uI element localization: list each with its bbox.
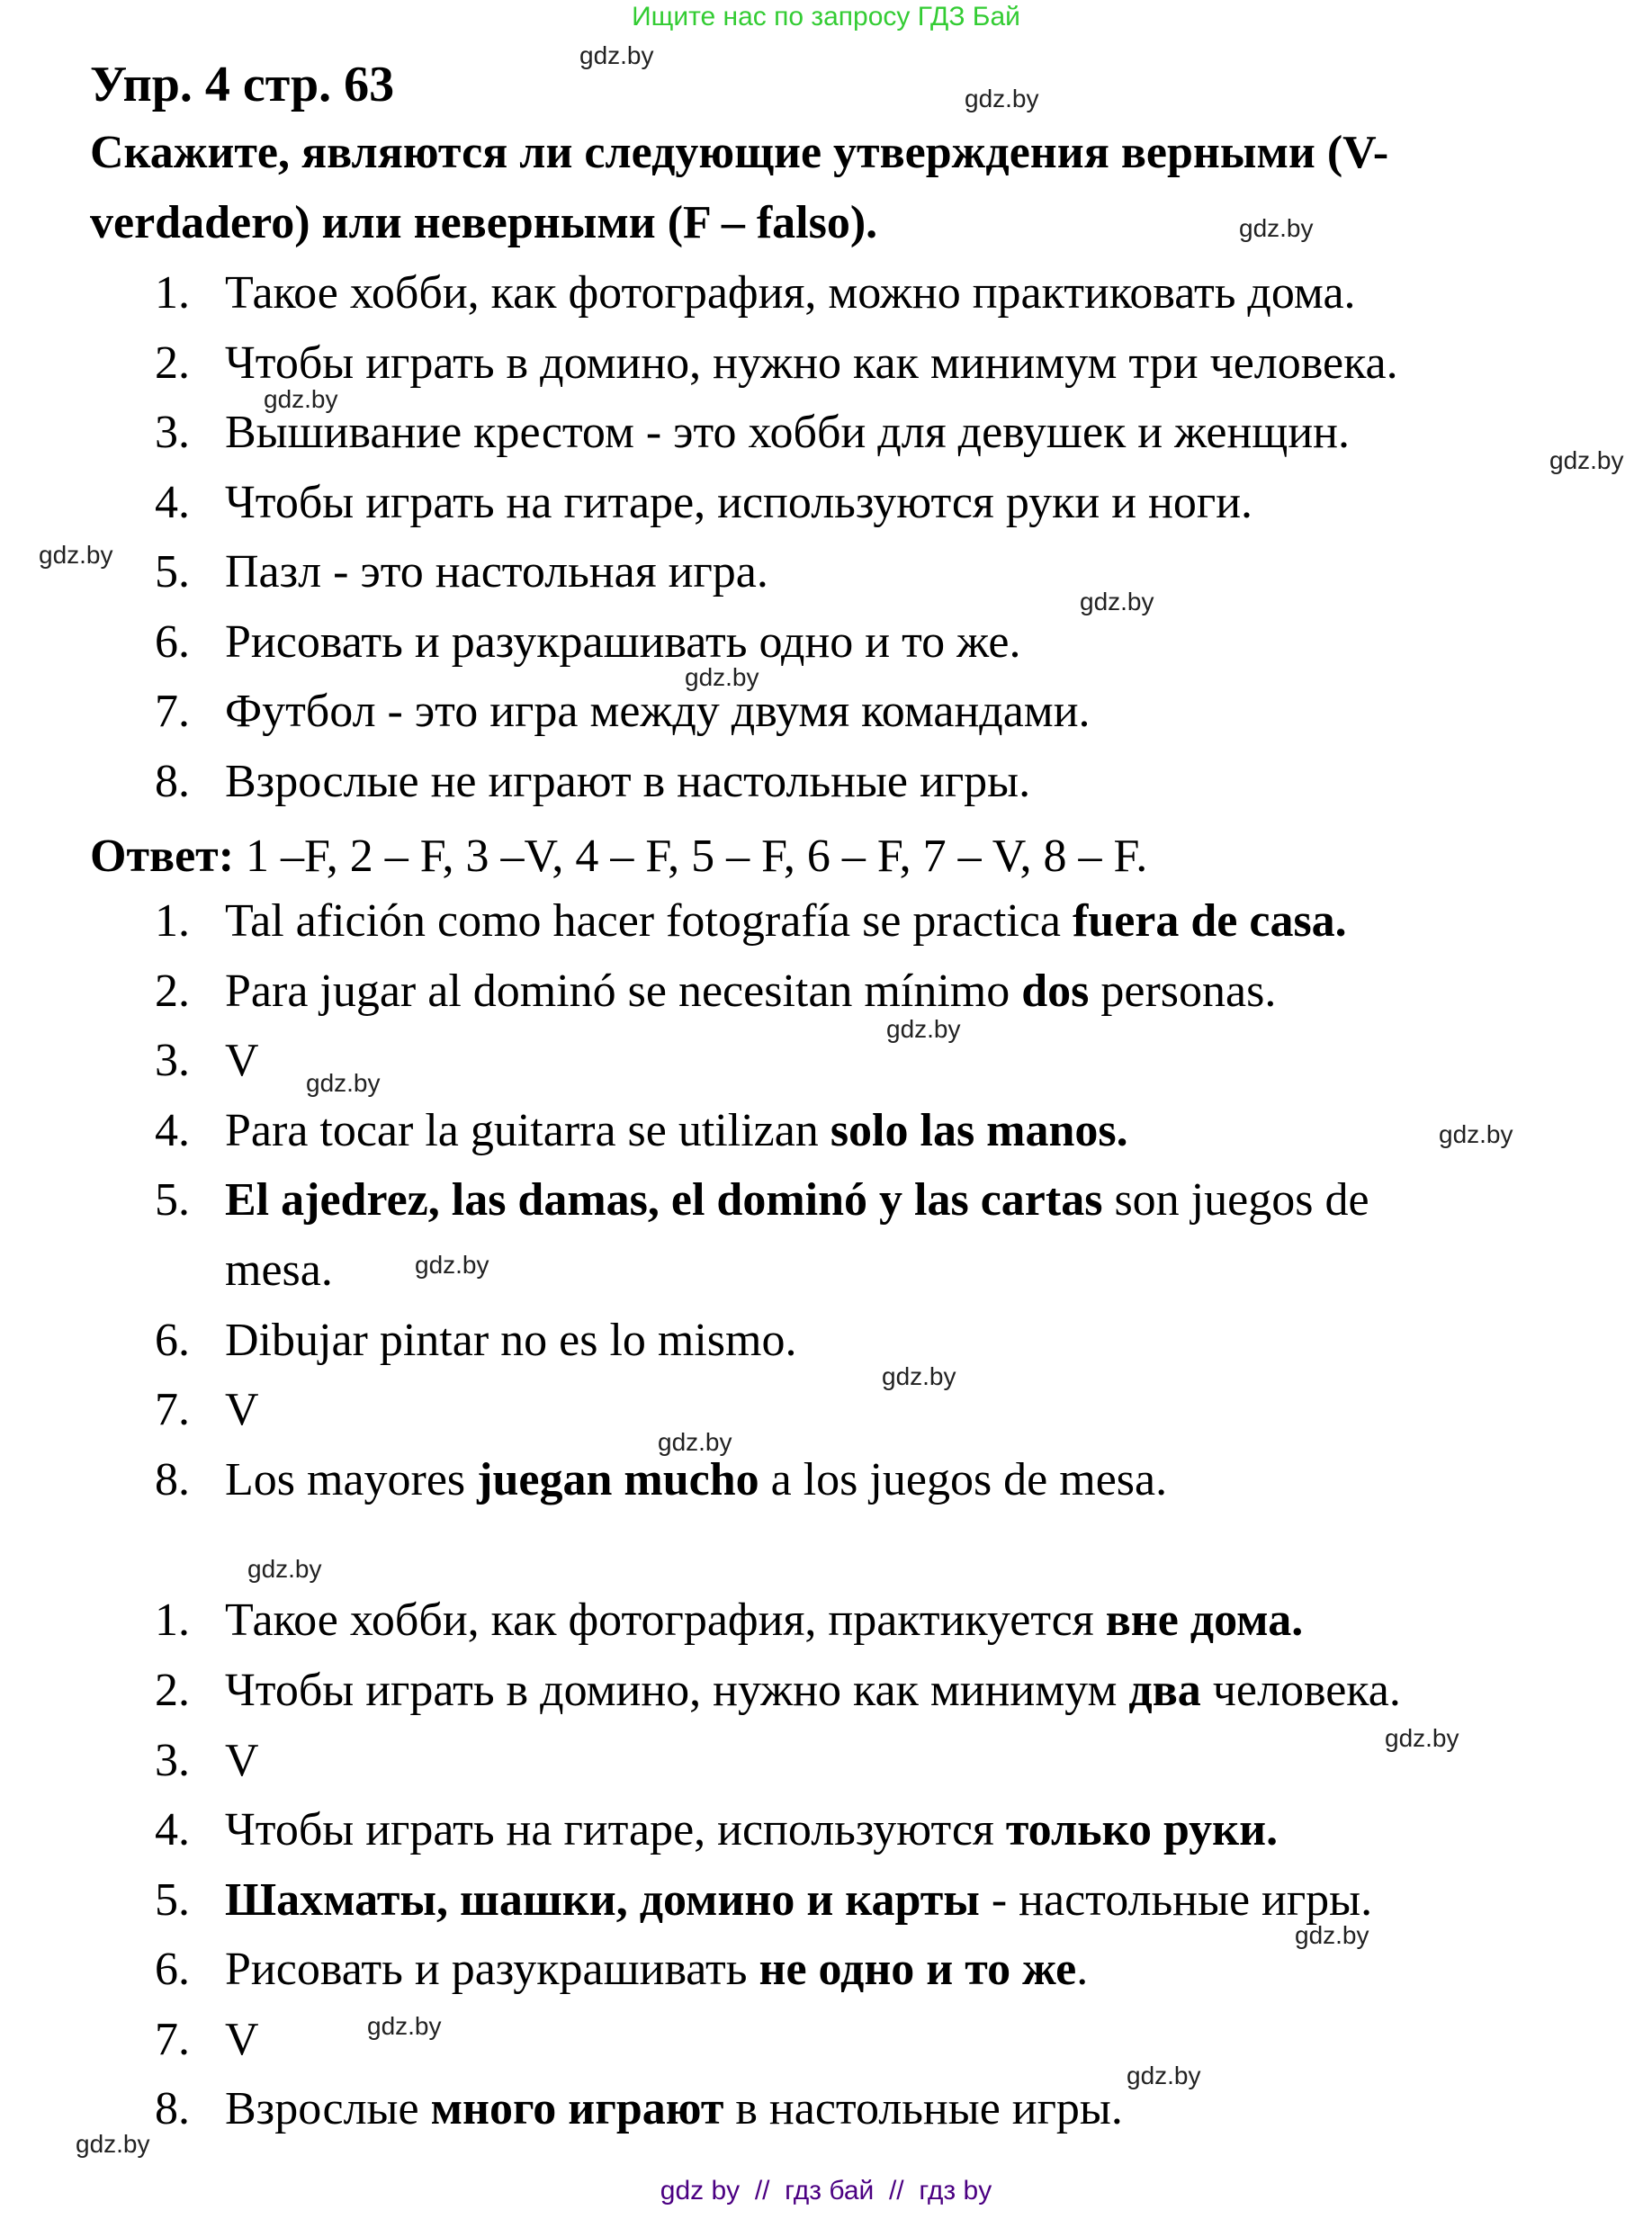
item-text: Чтобы играть в домино, нужно как минимум три человека. (225, 337, 1398, 389)
item-text: Футбол - это игра между двумя командами. (225, 686, 1091, 737)
watermark: gdz.by (306, 1069, 381, 1097)
text-normal: Para tocar la guitarra se utilizan (225, 1105, 830, 1156)
text-normal: Чтобы играть на гитаре, используются (225, 1804, 1006, 1855)
text-bold: два (1128, 1665, 1201, 1716)
watermark: gdz.by (886, 1015, 961, 1043)
watermark: gdz.by (579, 41, 654, 69)
text-normal: Para jugar al dominó se necesitan mínimo (225, 966, 1022, 1017)
item-text (225, 2014, 259, 2065)
item-number: 8. (155, 756, 190, 807)
item-text (225, 1035, 259, 1086)
item-number: 2. (155, 337, 190, 389)
answer-value: 1 –F, 2 – F, 3 –V, 4 – F, 5 – F, 6 – F, 7 – V, 8 – F. (234, 831, 1148, 882)
text-normal: V (225, 1384, 259, 1435)
watermark: gdz.by (247, 1555, 322, 1583)
item-number: 8. (155, 1454, 190, 1505)
item-number: 5. (155, 1174, 190, 1226)
text-bold: вне дома. (1105, 1595, 1304, 1646)
text-normal: Tal afición como hacer fotografía se practica (225, 895, 1073, 947)
item-number: 1. (155, 1595, 190, 1646)
text-normal: a los juegos de mesa. (759, 1454, 1168, 1505)
watermark: gdz.by (367, 2012, 442, 2040)
text-bold: fuera de casa. (1072, 895, 1347, 947)
item-text: Такое хобби, как фотография, можно практиковать дома. (225, 267, 1356, 319)
watermark: gdz.by (1385, 1724, 1459, 1752)
text-bold: Шахматы, шашки, домино и карты (225, 1874, 980, 1926)
item-text (225, 1317, 796, 1364)
text-normal: Los mayores (225, 1454, 478, 1505)
text-normal: Dibujar pintar no es lo mismo. (225, 1315, 797, 1366)
watermark: gdz.by (415, 1251, 489, 1279)
item-text: Чтобы играть на гитаре, используются руки и ноги. (225, 477, 1253, 528)
item-number: 4. (155, 1804, 190, 1855)
exercise-title: Упр. 4 стр. 63 (90, 57, 395, 112)
watermark: gdz.by (685, 663, 759, 691)
watermark: gdz.by (76, 2130, 150, 2158)
answer-line (90, 830, 1147, 883)
item-number: 3. (155, 1735, 190, 1786)
watermark: gdz.by (1239, 214, 1314, 242)
text-normal: personas. (1089, 966, 1277, 1017)
text-normal: человека. (1200, 1665, 1401, 1716)
item-text (225, 1105, 1128, 1156)
text-bold: dos (1021, 966, 1090, 1017)
item-number: 5. (155, 1874, 190, 1926)
answer-label: Ответ: (90, 831, 235, 882)
item-number: 7. (155, 1384, 190, 1435)
item-text (225, 1174, 1369, 1226)
watermark: gdz.by (264, 385, 338, 413)
item-number: 1. (155, 895, 190, 947)
search-hint-banner: Ищите нас по запросу ГДЗ Бай (632, 2, 1020, 31)
item-number: 2. (155, 1665, 190, 1716)
text-normal: Взрослые (225, 2083, 431, 2134)
instruction-line-1: Скажите, являются ли следующие утверждения верными (V- (90, 127, 1389, 178)
text-normal: V (225, 2014, 259, 2065)
footer-site-links: gdz by // гдз бай // гдз by (660, 2176, 992, 2206)
item-text (225, 1384, 259, 1435)
text-bold: solo las manos. (830, 1105, 1128, 1156)
watermark: gdz.by (1127, 2062, 1201, 2089)
item-text (225, 1735, 259, 1786)
text-bold: только руки. (1005, 1804, 1279, 1855)
item-number: 4. (155, 477, 190, 528)
watermark: gdz.by (39, 541, 113, 569)
text-normal: Рисовать и разукрашивать (225, 1944, 759, 1995)
watermark: gdz.by (1295, 1921, 1369, 1949)
watermark: gdz.by (1549, 446, 1624, 474)
item-number: 7. (155, 686, 190, 737)
text-normal: Чтобы играть в домино, нужно как минимум (225, 1665, 1129, 1716)
watermark: gdz.by (1080, 588, 1154, 615)
item-number: 7. (155, 2014, 190, 2065)
watermark: gdz.by (1439, 1120, 1513, 1148)
item-text (225, 1597, 1303, 1644)
item-number: 5. (155, 546, 190, 597)
item-text: Взрослые не играют в настольные игры. (225, 756, 1031, 807)
text-bold: не одно и то же (759, 1944, 1077, 1995)
text-normal: в настольные игры. (723, 2083, 1123, 2134)
item-number: 4. (155, 1105, 190, 1156)
item-text (225, 895, 1347, 947)
item-number: 6. (155, 1315, 190, 1366)
item-number: 1. (155, 267, 190, 319)
item-text (225, 1454, 1168, 1505)
text-normal: V (225, 1035, 259, 1086)
item-number: 6. (155, 1944, 190, 1995)
item-text: mesa. (225, 1244, 333, 1296)
text-normal: - настольные игры. (979, 1874, 1373, 1926)
item-text (225, 968, 1276, 1015)
item-number: 3. (155, 407, 190, 458)
instruction-line-2: verdadero) или неверными (F – falso). (90, 197, 878, 248)
item-text: Вышивание крестом - это хобби для девушек и женщин. (225, 407, 1350, 458)
item-text (225, 2083, 1123, 2134)
watermark: gdz.by (658, 1428, 732, 1456)
text-normal: son juegos de (1102, 1174, 1369, 1226)
item-number: 6. (155, 616, 190, 668)
item-text (225, 1804, 1279, 1855)
text-normal: . (1076, 1944, 1089, 1995)
item-text (225, 1667, 1401, 1714)
item-number: 8. (155, 2083, 190, 2134)
item-text: Рисовать и разукрашивать одно и то же. (225, 616, 1021, 668)
watermark: gdz.by (965, 85, 1039, 112)
text-bold: El ajedrez, las damas, el dominó y las cartas (225, 1174, 1103, 1226)
text-normal: Такое хобби, как фотография, практикуется (225, 1595, 1106, 1646)
watermark: gdz.by (882, 1362, 956, 1390)
item-number: 2. (155, 966, 190, 1017)
text-normal: V (225, 1735, 259, 1786)
item-text (225, 1946, 1088, 1993)
text-bold: много играют (430, 2083, 724, 2134)
item-text (225, 1874, 1373, 1926)
item-number: 3. (155, 1035, 190, 1086)
text-bold: juegan mucho (477, 1454, 759, 1505)
item-text: Пазл - это настольная игра. (225, 546, 768, 597)
